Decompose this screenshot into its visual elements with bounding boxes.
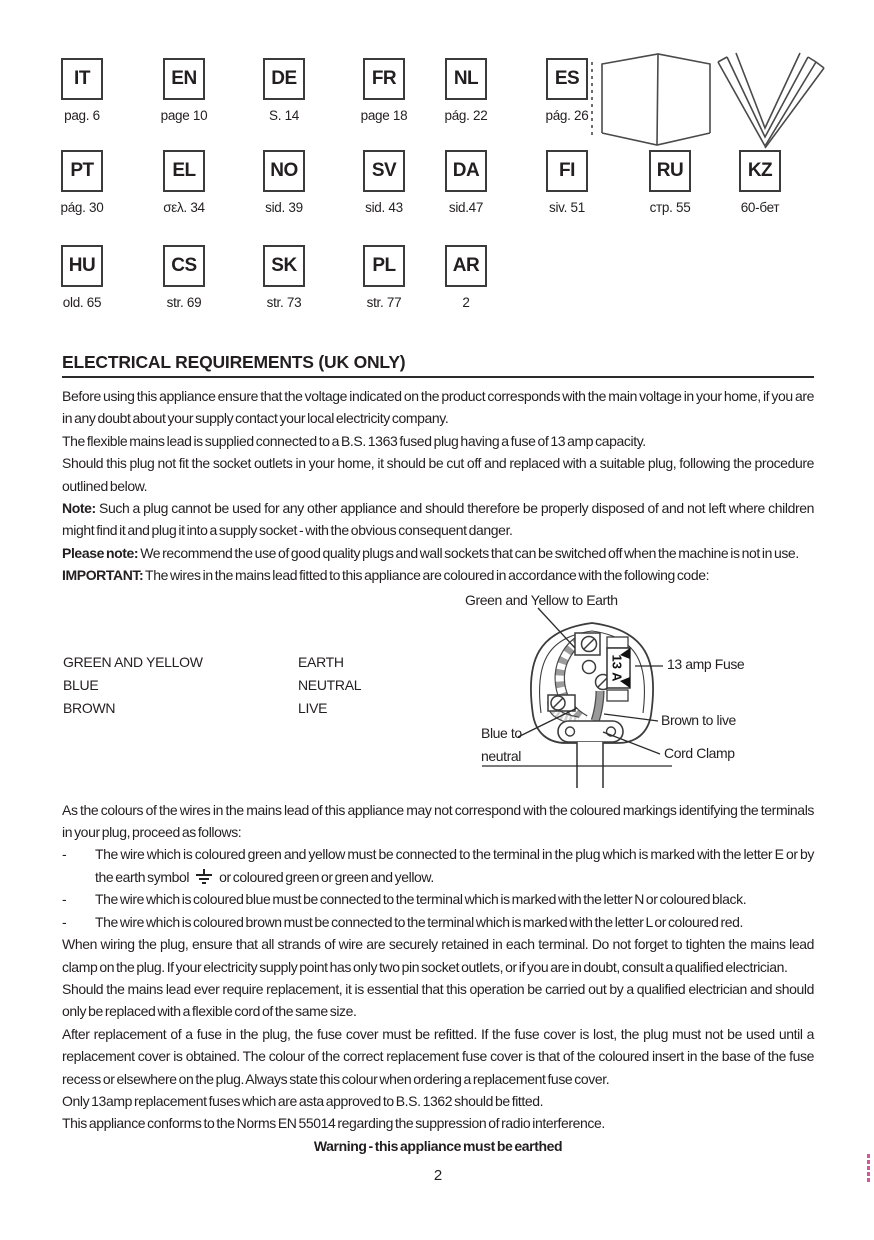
language-entry [522, 58, 612, 123]
language-page-ref: σελ. 34 [163, 200, 205, 215]
language-index-row-1 [0, 58, 874, 140]
language-page-ref: pág. 26 [545, 108, 589, 123]
language-index-row-3 [0, 245, 874, 327]
paragraph-colours-intro: As the colours of the wires in the mains lead of this appliance may not correspond with the coloured markings identifying the terminals in your plug, proceed as follows: [62, 801, 814, 841]
paragraph-note: Note: Such a plug cannot be used for any other appliance and should therefore be properly disposed of and not left where children might find it and plug it into a supply socket - with the obvious consequent danger. [62, 500, 814, 539]
diagram-label-earth: Green and Yellow to Earth [465, 591, 618, 608]
language-code-box: AR [445, 245, 487, 287]
language-page-ref: S. 14 [268, 108, 300, 123]
paragraph-please-note: Please note: We recommend the use of good quality plugs and wall sockets that can be switched off when the machine is not in use. [62, 544, 799, 561]
wire-colour: BLUE [63, 676, 99, 693]
title-rule [62, 376, 814, 378]
language-page-ref: str. 77 [366, 295, 402, 310]
bullet-dash: - [62, 846, 67, 863]
paragraph-norms: This appliance conforms to the Norms EN 55014 regarding the suppression of radio interference. [62, 1115, 605, 1132]
wire-code-row [63, 651, 361, 674]
wire-colour: GREEN AND YELLOW [63, 653, 203, 670]
language-entry [139, 58, 229, 123]
bullet-dash: - [62, 891, 67, 908]
paragraph-wiring-plug: When wiring the plug, ensure that all strands of wire are securely retained in each terminal. Do not forget to tighten the mains lead clamp on the plug. If your electricity supply point has only two pin socket outlets, or if you are in doubt, consult a qualified electrician. [62, 936, 814, 975]
language-entry [239, 150, 329, 215]
language-entry [339, 58, 429, 123]
terminal-name: NEUTRAL [298, 676, 362, 693]
language-page-ref: str. 73 [266, 295, 302, 310]
language-entry [239, 58, 329, 123]
language-code-box: HU [61, 245, 103, 287]
paragraph-important: IMPORTANT: The wires in the mains lead fitted to this appliance are coloured in accordance with the following code: [62, 567, 710, 584]
language-code-box: SV [363, 150, 405, 192]
language-page-ref: sid. 39 [265, 200, 303, 215]
language-entry [715, 150, 805, 215]
language-page-ref: sid.47 [448, 200, 484, 215]
fuse-marking: 13 A [609, 654, 625, 682]
language-entry [37, 245, 127, 310]
language-code-box: SK [263, 245, 305, 287]
language-code-box: FI [546, 150, 588, 192]
wire-code-row [63, 674, 361, 697]
language-entry [139, 245, 229, 310]
paragraph-voltage: Before using this appliance ensure that the voltage indicated on the product corresponds with the main voltage in your home, if you are in any doubt about your supply contact your local electricity company. [62, 388, 814, 427]
plug-wiring-diagram [62, 588, 814, 793]
language-page-ref: str. 69 [166, 295, 202, 310]
language-entry [239, 245, 329, 310]
paragraph-lead-replacement: Should the mains lead ever require replacement, it is essential that this operation be carried out by a qualified electrician and should only be replaced with a flexible cord of the same size. [62, 980, 814, 1020]
language-page-ref: 60-бет [740, 200, 780, 215]
wire-colour-code-table [63, 651, 361, 720]
language-code-box: FR [363, 58, 405, 100]
language-page-ref: page 10 [160, 108, 208, 123]
language-code-box: IT [61, 58, 103, 100]
paragraph-plug-fit: Should this plug not fit the socket outlets in your home, it should be cut off and replaced with a suitable plug, following the procedure outlined below. [62, 455, 814, 494]
paragraph-asta-fuses: Only 13amp replacement fuses which are asta approved to B.S. 1362 should be fitted. [62, 1092, 544, 1109]
paragraph-fuse-cover: After replacement of a fuse in the plug, the fuse cover must be refitted. If the fuse cover is lost, the plug must not be used until a replacement cover is obtained. The colour of the correct replacement fuse cover is that of the coloured insert in the base of the fuse recess or elsewhere on the plug. Always state this colour when ordering a replacement fuse cover. [62, 1025, 814, 1087]
language-code-box: PL [363, 245, 405, 287]
language-page-ref: pág. 30 [60, 200, 104, 215]
diagram-label-live: Brown to live [661, 711, 736, 728]
language-entry [421, 58, 511, 123]
language-code-box: EL [163, 150, 205, 192]
earthing-warning: Warning - this appliance must be earthed [313, 1137, 563, 1154]
language-entry [37, 150, 127, 215]
print-registration-mark [867, 1154, 870, 1182]
page-number: 2 [433, 1167, 443, 1185]
diagram-label-neutral: Blue to neutral [481, 724, 522, 764]
language-page-ref: page 18 [360, 108, 408, 123]
bullet-brown-wire: - The wire which is coloured brown must be connected to the terminal which is marked with the letter L or coloured red. [62, 911, 814, 933]
language-page-ref: pag. 6 [64, 108, 100, 123]
language-entry [37, 58, 127, 123]
language-entry [421, 245, 511, 310]
language-entry [139, 150, 229, 215]
language-page-ref: old. 65 [62, 295, 102, 310]
bullet-blue-wire: - The wire which is coloured blue must be connected to the terminal which is marked with the letter N or coloured black. [62, 888, 814, 910]
language-page-ref: sid. 43 [365, 200, 403, 215]
language-entry [625, 150, 715, 215]
language-code-box: DE [263, 58, 305, 100]
diagram-label-fuse: 13 amp Fuse [667, 655, 745, 672]
language-page-ref: pág. 22 [444, 108, 488, 123]
language-code-box: DA [445, 150, 487, 192]
bullet-earth-wire: - The wire which is coloured green and yellow must be connected to the terminal in the plug which is marked with the letter E or by the earth symbol or coloured green or green and yellow. [62, 843, 814, 888]
language-page-ref: siv. 51 [549, 200, 585, 215]
language-index-row-2 [0, 150, 874, 232]
wire-colour: BROWN [63, 699, 116, 716]
paragraph-mains-lead: The flexible mains lead is supplied connected to a B.S. 1363 fused plug having a fuse of 13 amp capacity. [62, 432, 646, 449]
bullet-dash: - [62, 913, 67, 930]
language-code-box: EN [163, 58, 205, 100]
language-entry [339, 245, 429, 310]
diagram-label-clamp: Cord Clamp [664, 744, 735, 761]
language-code-box: PT [61, 150, 103, 192]
language-page-ref: стр. 55 [649, 200, 691, 215]
language-code-box: ES [546, 58, 588, 100]
electrical-requirements-section [62, 352, 814, 1184]
section-title: ELECTRICAL REQUIREMENTS (UK ONLY) [62, 352, 406, 372]
terminal-name: EARTH [298, 653, 344, 670]
language-entry [339, 150, 429, 215]
language-code-box: NL [445, 58, 487, 100]
language-code-box: NO [263, 150, 305, 192]
language-code-box: KZ [739, 150, 781, 192]
language-entry [522, 150, 612, 215]
terminal-name: LIVE [298, 699, 328, 716]
language-code-box: CS [163, 245, 205, 287]
wire-code-row [63, 697, 361, 720]
language-entry [421, 150, 511, 215]
language-page-ref: 2 [462, 295, 470, 310]
earth-symbol-icon [194, 869, 214, 884]
language-code-box: RU [649, 150, 691, 192]
